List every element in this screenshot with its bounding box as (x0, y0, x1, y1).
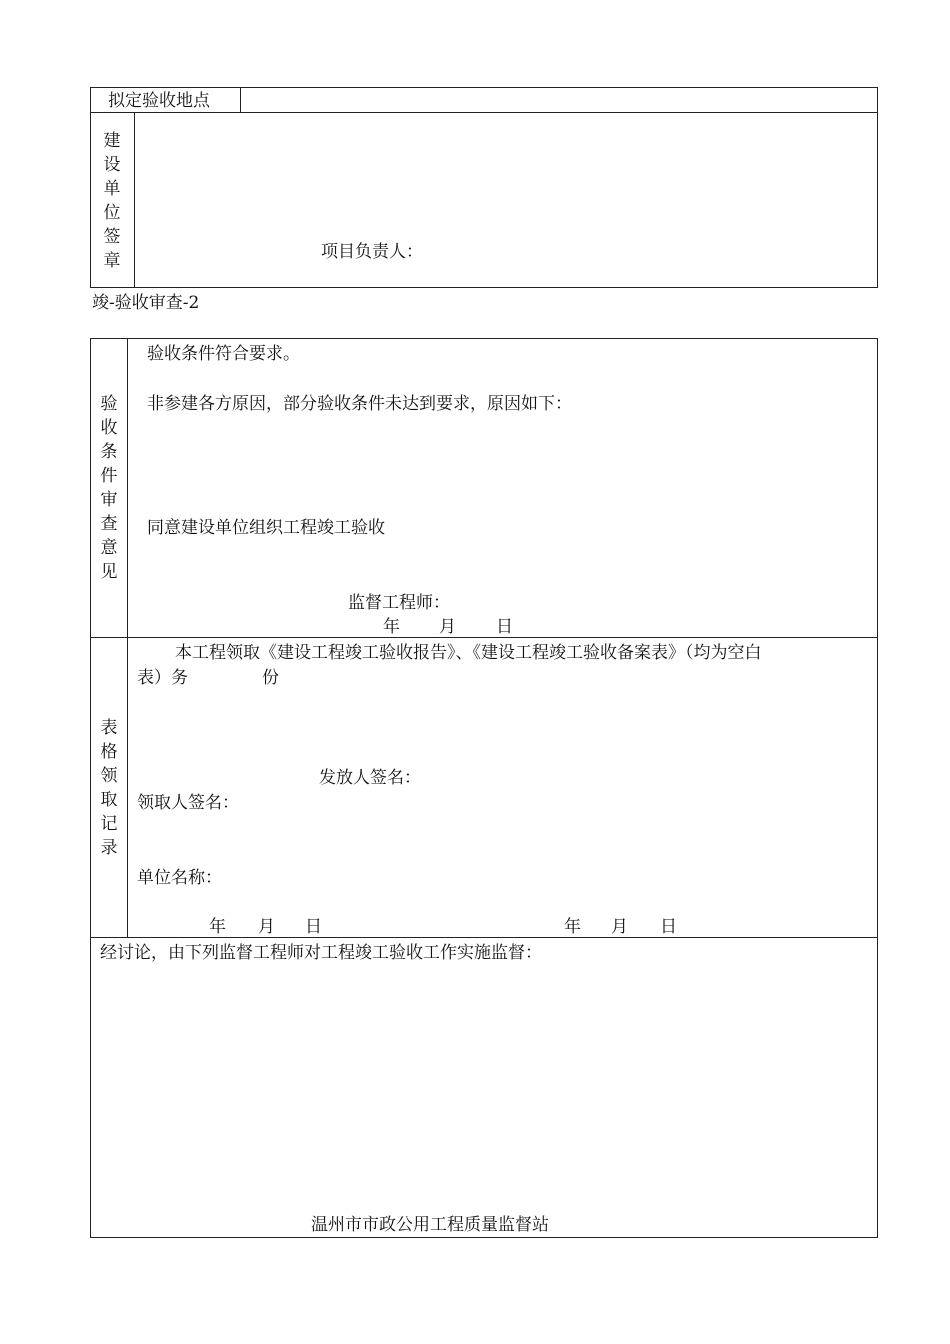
issuer-date-year: 年 (564, 917, 581, 937)
vertical-label-char: 件 (100, 466, 118, 486)
vertical-label-char: 格 (100, 742, 118, 762)
supervising-engineer-label: 监督工程师： (348, 593, 450, 613)
vertical-label-char: 验 (100, 394, 118, 414)
issuer-date-month: 月 (611, 917, 628, 937)
review-date-month: 月 (439, 617, 456, 637)
section-title: 竣-验收审查-2 (92, 293, 200, 313)
receiver-date-day: 日 (305, 917, 322, 937)
project-leader-label: 项目负责人： (321, 242, 423, 262)
vertical-label-char: 录 (100, 838, 118, 858)
vertical-label-char: 章 (103, 251, 121, 271)
location-value-field[interactable] (246, 90, 872, 112)
signature-side-divider (134, 112, 135, 288)
review-side-divider (127, 338, 128, 938)
vertical-label-char: 单 (103, 179, 121, 199)
review-opinion-label (96, 392, 122, 584)
vertical-label-char: 表 (100, 718, 118, 738)
forms-statement-line2a: 表）务 (137, 668, 188, 688)
review-date-day: 日 (496, 617, 513, 637)
vertical-label-char: 记 (100, 814, 118, 834)
forms-statement-line2b: 份 (262, 668, 279, 688)
vertical-label-char: 签 (103, 227, 121, 247)
vertical-label-char: 位 (103, 203, 121, 223)
forms-statement-line1: 本工程领取《建设工程竣工验收报告》、《建设工程竣工验收备案表》（均为空白 (175, 643, 762, 663)
vertical-label-char: 收 (100, 418, 118, 438)
form-collection-label (96, 716, 122, 860)
issuer-signature-label: 发放人签名： (319, 768, 421, 788)
construction-unit-seal-area[interactable] (136, 114, 876, 234)
vertical-label-char: 领 (100, 766, 118, 786)
vertical-label-char: 意 (100, 538, 118, 558)
receiver-date-year: 年 (209, 917, 226, 937)
supervising-engineers-area[interactable] (96, 970, 872, 1200)
review-date-year: 年 (383, 617, 400, 637)
vertical-label-char: 建 (103, 131, 121, 151)
location-cell-divider (240, 87, 241, 113)
location-row-divider (90, 112, 878, 113)
option-agree-acceptance[interactable]: 同意建设单位组织工程竣工验收 (147, 518, 385, 538)
vertical-label-char: 条 (100, 442, 118, 462)
vertical-label-char: 设 (103, 155, 121, 175)
review-row-divider (90, 637, 878, 638)
vertical-label-char: 审 (100, 490, 118, 510)
vertical-label-char: 取 (100, 790, 118, 810)
vertical-label-char: 见 (100, 562, 118, 582)
discussion-text: 经讨论，由下列监督工程师对工程竣工验收工作实施监督： (100, 943, 542, 963)
supervision-station-name: 温州市市政公用工程质量监督站 (311, 1215, 549, 1235)
forms-count-field[interactable] (200, 667, 258, 689)
unit-name-label: 单位名称： (137, 868, 222, 888)
receiver-signature-label: 领取人签名： (137, 793, 239, 813)
issuer-date-day: 日 (660, 917, 677, 937)
construction-unit-seal-label (99, 129, 125, 273)
vertical-label-char: 查 (100, 514, 118, 534)
receiver-date-month: 月 (258, 917, 275, 937)
location-label: 拟定验收地点 (108, 91, 210, 111)
option-conditions-met[interactable]: 验收条件符合要求。 (147, 344, 300, 364)
option-conditions-not-met[interactable]: 非参建各方原因，部分验收条件未达到要求，原因如下： (147, 394, 572, 414)
